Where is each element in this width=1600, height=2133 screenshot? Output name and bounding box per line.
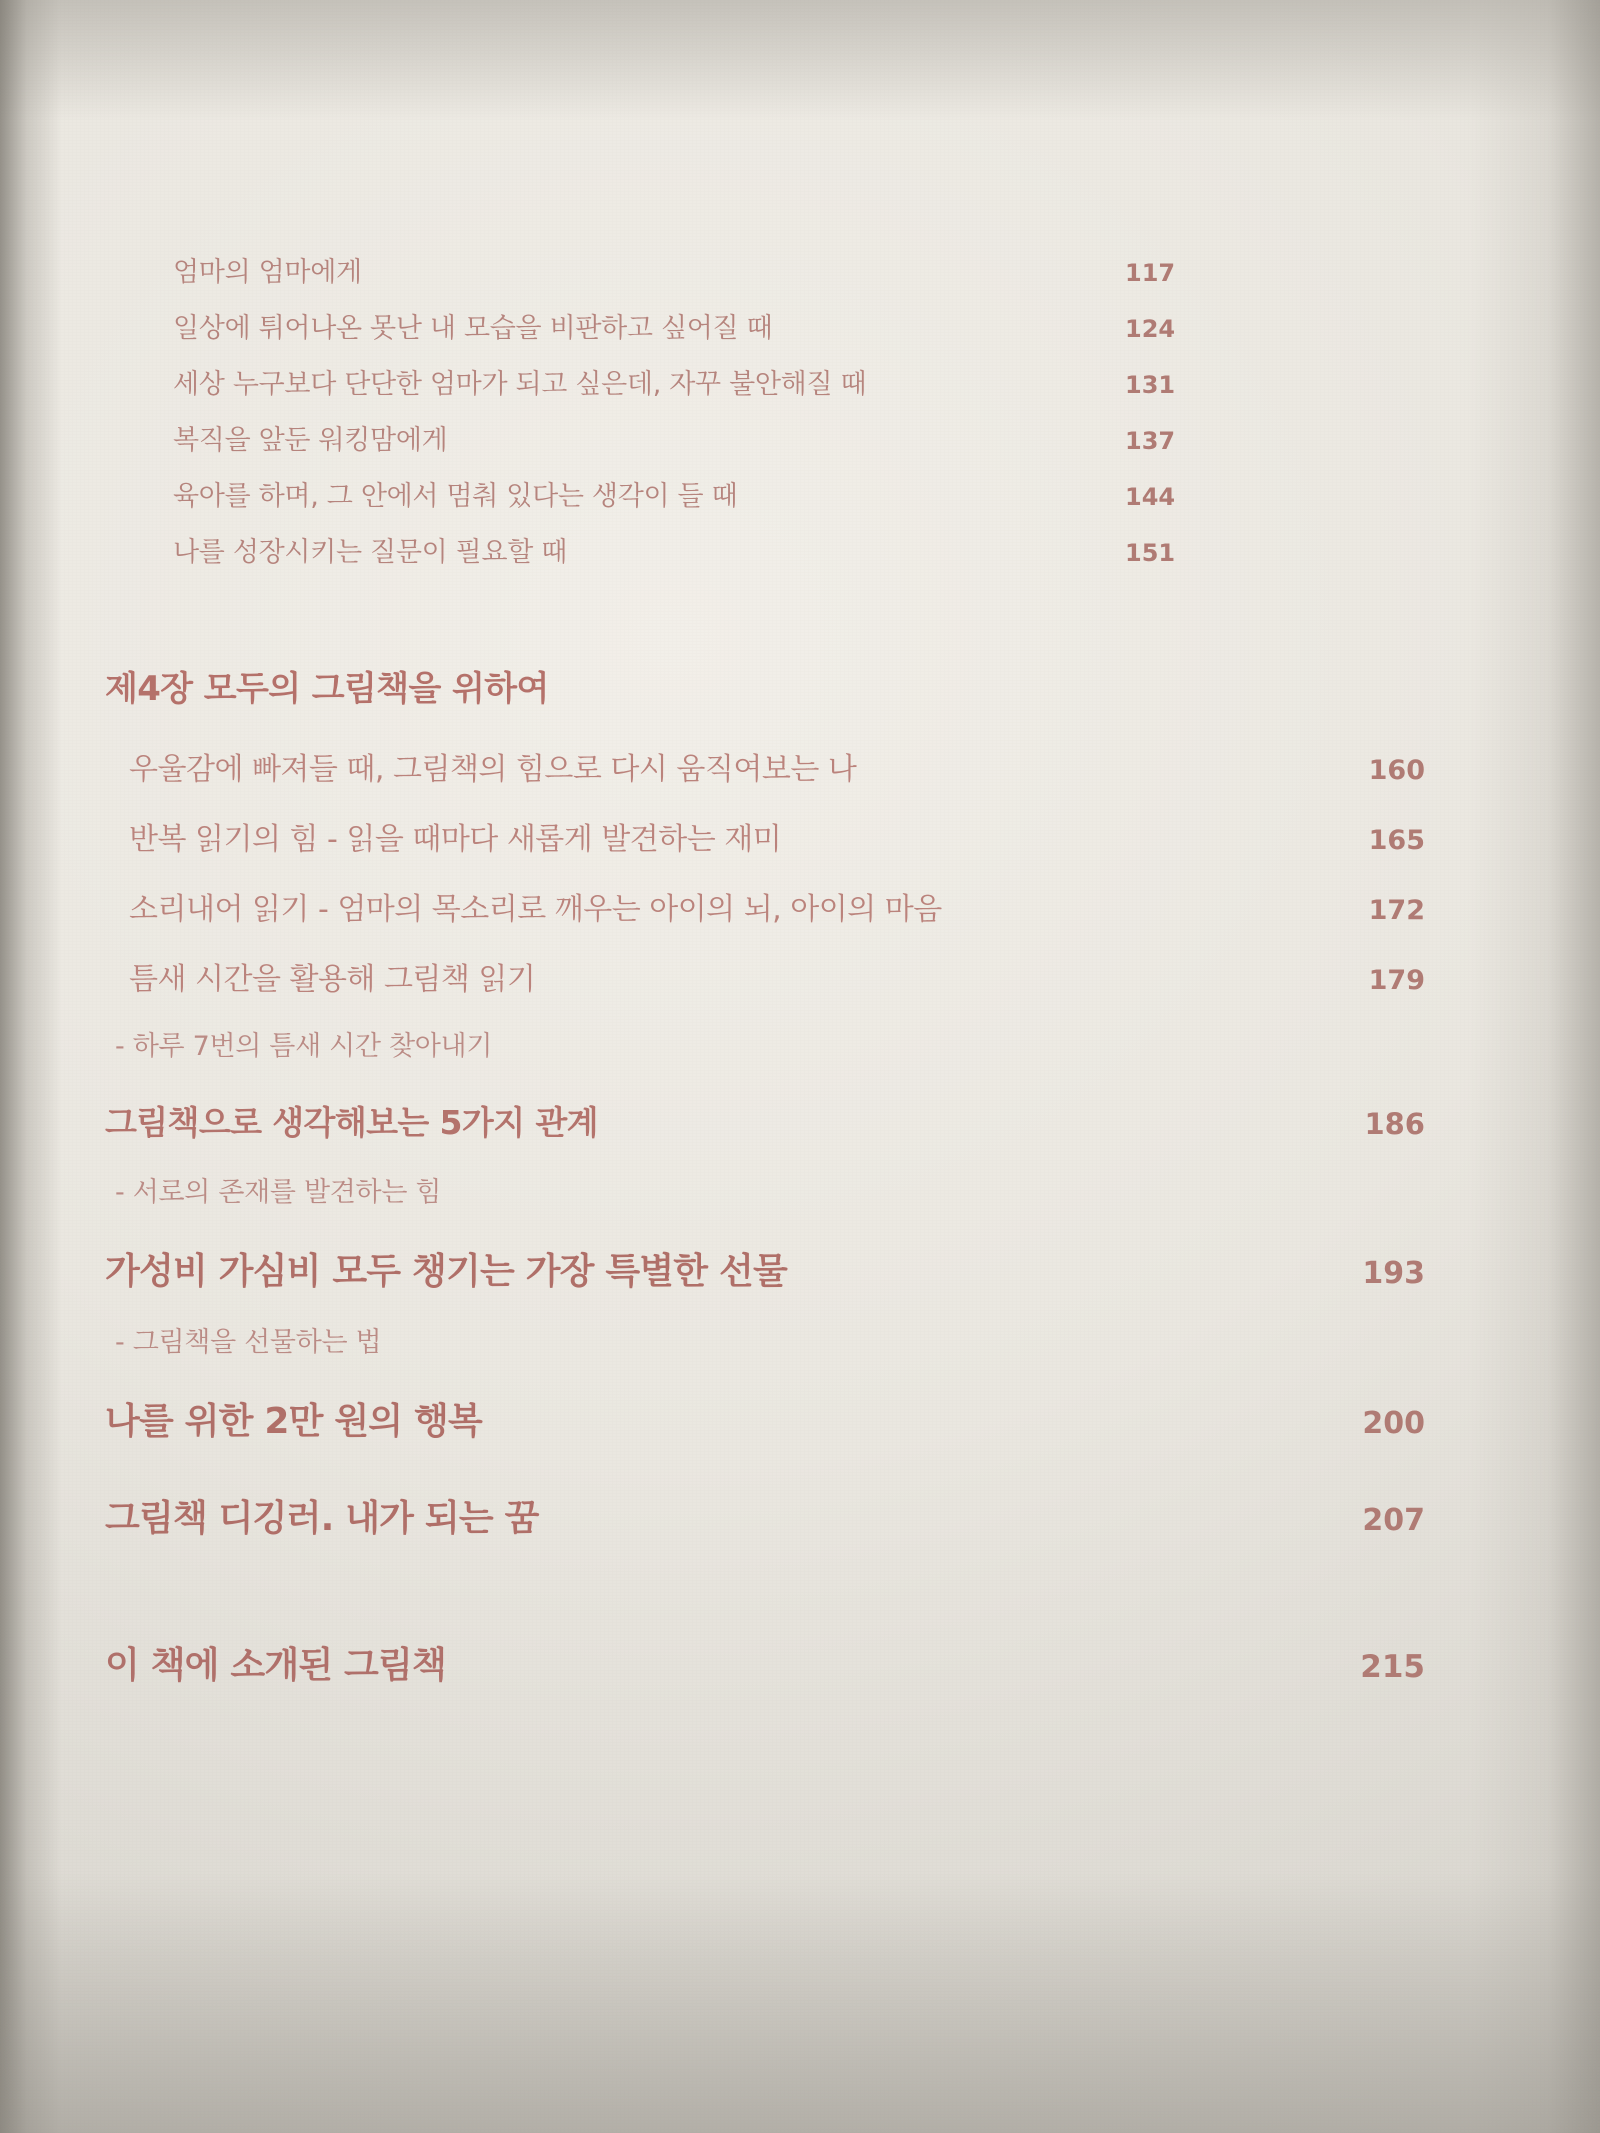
toc-entry-title: 그림책으로 생각해보는 5가지 관계 xyxy=(105,1103,598,1142)
toc-section-previous-chapter xyxy=(105,250,1425,569)
toc-entry-title: 나를 위한 2만 원의 행복 xyxy=(105,1401,482,1442)
toc-subnote: - 하루 7번의 틈새 시간 찾아내기 xyxy=(115,1031,493,1062)
toc-entry-appendix xyxy=(105,1637,1425,1688)
toc-entry xyxy=(105,362,1425,401)
toc-entry xyxy=(105,1243,1425,1294)
toc-entry xyxy=(105,744,1425,788)
toc-entry xyxy=(105,1490,1425,1541)
toc-entry xyxy=(105,1097,1425,1144)
toc-entry-page: 165 xyxy=(1368,825,1425,856)
toc-entry-title: 틈새 시간을 활용해 그림책 읽기 xyxy=(129,962,536,997)
toc-entry-page: 137 xyxy=(1125,427,1176,455)
toc-entry xyxy=(105,250,1425,289)
toc-entry xyxy=(105,530,1425,569)
toc-entry-page-wrap xyxy=(1125,315,1425,343)
toc-entry-title: 우울감에 빠져들 때, 그림책의 힘으로 다시 움직여보는 나 xyxy=(129,752,857,787)
toc-entry-page: 200 xyxy=(1362,1406,1425,1441)
toc-entry-title: 육아를 하며, 그 안에서 멈춰 있다는 생각이 들 때 xyxy=(173,481,738,512)
toc-entry-page-wrap xyxy=(1125,427,1425,455)
toc-entry-page-wrap xyxy=(1125,259,1425,287)
toc-entry-title: 나를 성장시키는 질문이 필요할 때 xyxy=(173,537,568,568)
toc-entry-page: 131 xyxy=(1125,371,1176,399)
toc-entry-page: 193 xyxy=(1362,1256,1425,1291)
toc-entry xyxy=(105,474,1425,513)
toc-entry xyxy=(105,814,1425,858)
toc-entry-title: 반복 읽기의 힘 - 읽을 때마다 새롭게 발견하는 재미 xyxy=(129,822,782,857)
toc-entry-page: 215 xyxy=(1360,1649,1425,1685)
toc-entry-page: 144 xyxy=(1125,483,1176,511)
toc-entry-title: 일상에 튀어나온 못난 내 모습을 비판하고 싶어질 때 xyxy=(173,313,773,344)
toc-entry-title: 가성비 가심비 모두 챙기는 가장 특별한 선물 xyxy=(105,1251,787,1292)
table-of-contents xyxy=(105,250,1425,1714)
toc-entry xyxy=(105,418,1425,457)
toc-entry-title: 소리내어 읽기 - 엄마의 목소리로 깨우는 아이의 뇌, 아이의 마음 xyxy=(129,892,942,927)
toc-subnote: - 그림책을 선물하는 법 xyxy=(115,1327,382,1358)
toc-entry-title: 엄마의 엄마에게 xyxy=(173,257,362,288)
toc-entry-page: 160 xyxy=(1368,755,1425,786)
page-gutter-shadow xyxy=(0,0,60,2133)
toc-entry xyxy=(105,1393,1425,1444)
toc-entry-page: 172 xyxy=(1368,895,1425,926)
toc-entry-page-wrap xyxy=(1125,483,1425,511)
toc-entry-page: 151 xyxy=(1125,539,1176,567)
toc-entry-page: 179 xyxy=(1368,965,1425,996)
page-top-shadow xyxy=(0,0,1600,120)
toc-entry-page-wrap xyxy=(1125,539,1425,567)
toc-entry xyxy=(105,884,1425,928)
spacer xyxy=(105,1470,1425,1490)
toc-entry-page: 207 xyxy=(1362,1503,1425,1538)
toc-entry-page: 124 xyxy=(1125,315,1176,343)
toc-subnote: - 서로의 존재를 발견하는 힘 xyxy=(115,1177,442,1208)
toc-entry-page-wrap xyxy=(1125,371,1425,399)
toc-entry-page: 186 xyxy=(1364,1107,1425,1141)
page-bottom-shadow xyxy=(0,1873,1600,2133)
chapter-heading: 제4장 모두의 그림책을 위하여 xyxy=(105,669,549,709)
toc-entry xyxy=(105,954,1425,998)
toc-entry-title: 복직을 앞둔 워킹맘에게 xyxy=(173,425,448,456)
toc-entry-title: 이 책에 소개된 그림책 xyxy=(105,1645,446,1686)
toc-entry-page: 117 xyxy=(1125,259,1176,287)
toc-entry-title: 세상 누구보다 단단한 엄마가 되고 싶은데, 자꾸 불안해질 때 xyxy=(173,369,867,400)
toc-entry-title: 그림책 디깅러. 내가 되는 꿈 xyxy=(105,1498,539,1539)
toc-entry xyxy=(105,306,1425,345)
toc-section-chapter-4 xyxy=(105,744,1425,1688)
page-right-shadow xyxy=(1470,0,1600,2133)
